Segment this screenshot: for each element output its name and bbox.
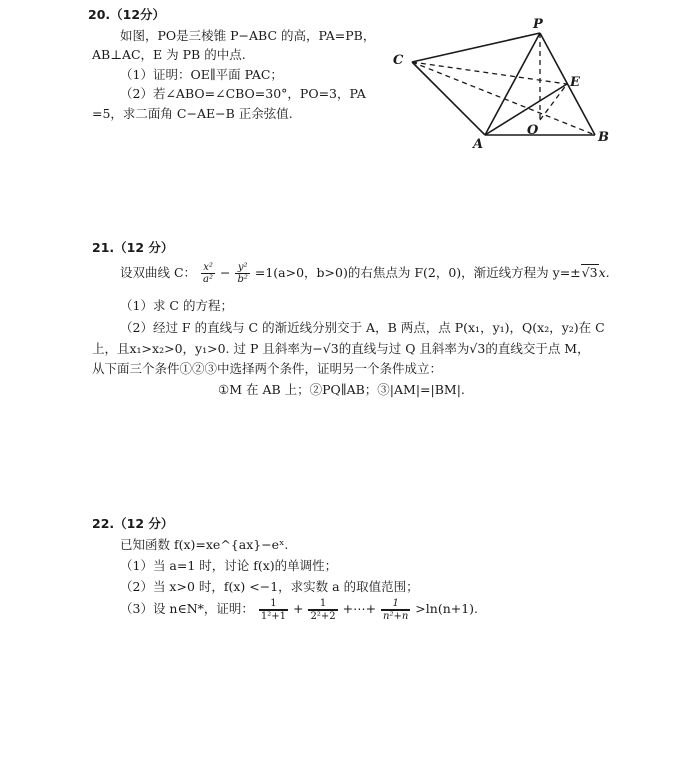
q22-part1: （1）当 a=1 时，讨论 f(x)的单调性； xyxy=(120,558,338,573)
q21-part1: （1）求 C 的方程； xyxy=(120,298,233,313)
q20-part1: （1）证明：OE∥平面 PAC； xyxy=(120,67,283,82)
edge-ae xyxy=(485,84,567,135)
q22-line1: 已知函数 f(x)=xe^{ax}−eˣ. xyxy=(120,537,289,552)
label-e: E xyxy=(570,75,580,90)
q20-line1: 如图，PO是三棱锥 P−ABC 的高，PA=PB， xyxy=(120,28,376,43)
label-o: O xyxy=(527,123,539,138)
q20-part2-cont: =5，求二面角 C−AE−B 正余弦值. xyxy=(92,106,293,121)
q21-part2-cont1: 上，且x₁>x₂>0，y₁>0. 过 P 且斜率为−√3的直线与过 Q 且斜率为√3的直线交于点 M， xyxy=(92,341,590,356)
q22-part2: （2）当 x>0 时，f(x) <−1，求实数 a 的取值范围； xyxy=(120,579,419,594)
q22-part3: （3）设 n∈N*，证明： $\frac{1}{\text{1²+1}}$ + $\frac{1}{\text{2²+2}}$ +⋯+ $\frac{1}{\text{n²+n}}$ >ln(n+1). xyxy=(120,597,479,622)
pyramid-figure xyxy=(385,10,625,150)
q20-part2: （2）若∠ABO=∠CBO=30°，PO=3，PA xyxy=(120,86,366,101)
edge-oe xyxy=(540,84,567,120)
edge-ca xyxy=(412,62,485,135)
label-b: B xyxy=(598,130,609,145)
edge-ce xyxy=(412,62,567,84)
q21-line1: 设双曲线 C： $\frac{\text{x²}}{\text{a²}}$ − $\frac{\text{y²}}{\text{b²}}$ =1(a>0，b>0)的右焦点为 F(2，0)，渐近线方程为 y=±√3x. xyxy=(120,262,610,285)
label-c: C xyxy=(393,53,404,68)
label-p: P xyxy=(533,17,543,32)
q21-part2: （2）经过 F 的直线与 C 的渐近线分别交于 A，B 两点，点 P(x₁，y₁)，Q(x₂，y₂)在 C xyxy=(120,320,605,335)
q21-part2-cont2: 从下面三个条件①②③中选择两个条件，证明另一个条件成立： xyxy=(92,361,443,376)
q21-conditions: ①M 在 AB 上；②PQ∥AB；③|AM|=|BM|. xyxy=(218,382,465,397)
label-a: A xyxy=(473,137,484,150)
edge-pc xyxy=(412,33,540,62)
q22-heading: 22.（12 分） xyxy=(92,516,174,531)
q21-heading: 21.（12 分） xyxy=(92,240,174,255)
q20-heading: 20.（12分） xyxy=(88,7,166,22)
edge-pb xyxy=(540,33,595,135)
q20-line2: AB⊥AC，E 为 PB 的中点. xyxy=(92,47,246,62)
edge-pa xyxy=(485,33,540,135)
